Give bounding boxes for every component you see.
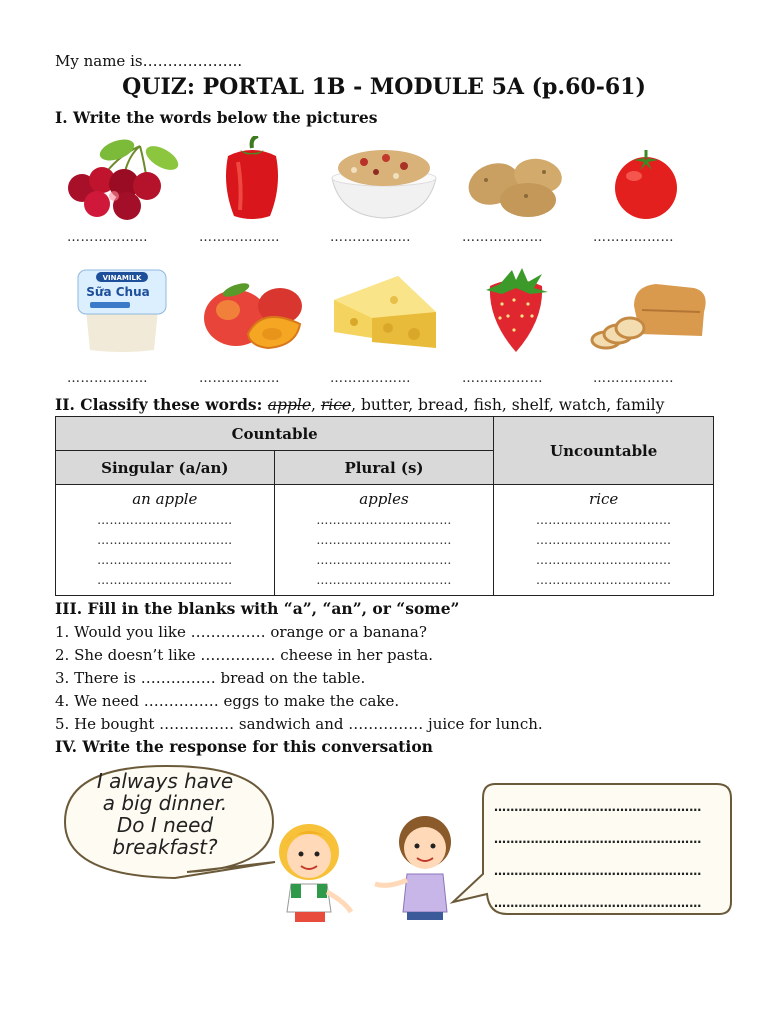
yogurt-brand: VINAMILK [102,274,142,282]
singular-column[interactable] [56,485,275,596]
uncountable-blank[interactable]: …………………………… [536,573,672,587]
uncountable-header: Uncountable [494,417,714,485]
section-4-heading: IV. Write the response for this conversation [55,737,433,756]
answer-blank-2[interactable]: ……………… [199,230,280,245]
response-blank-2[interactable]: …………………………………………… [494,832,702,846]
speech-text: I always have a big dinner. Do I need breakfast? [96,769,234,859]
section-2-heading: II. Classify these words: apple, rice, butter, bread, fish, shelf, watch, family [55,395,665,414]
section-2-prefix: II. Classify these words: [55,395,268,414]
red-pepper-icon [192,136,312,222]
struck-word-rice: rice [320,396,352,414]
tomato-icon [586,136,706,222]
strawberry-icon [456,266,576,352]
cherries-icon [62,136,182,222]
struck-word-apple: apple [267,396,311,414]
uncountable-blank[interactable]: …………………………… [536,553,672,567]
fill-line-3[interactable]: 3. There is …………… bread on the table. [55,669,366,687]
classify-table [55,416,714,596]
singular-blank[interactable]: …………………………… [97,553,233,567]
answer-blank-7[interactable]: ……………… [199,371,280,386]
example-plural: apples [359,490,409,508]
yogurt-icon [62,266,182,352]
cereal-bowl-icon [324,136,444,222]
fill-line-1[interactable]: 1. Would you like …………… orange or a banana? [55,623,427,641]
uncountable-column[interactable] [494,485,714,596]
response-blank-3[interactable]: …………………………………………… [494,864,702,878]
uncountable-blank[interactable]: …………………………… [536,533,672,547]
plural-blank[interactable]: …………………………… [316,573,452,587]
answer-blank-5[interactable]: ……………… [593,230,674,245]
section-3-heading: III. Fill in the blanks with “a”, “an”, or “some” [55,599,460,618]
word-list: , butter, bread, fish, shelf, watch, family [351,396,665,414]
plural-column[interactable] [274,485,494,596]
cheese-icon [324,266,444,352]
answer-blank-3[interactable]: ……………… [330,230,411,245]
plural-blank[interactable]: …………………………… [316,553,452,567]
answer-blank-4[interactable]: ……………… [462,230,543,245]
plural-blank[interactable]: …………………………… [316,533,452,547]
plural-header: Plural (s) [274,451,494,485]
singular-blank[interactable]: …………………………… [97,533,233,547]
answer-blank-8[interactable]: ……………… [330,371,411,386]
example-singular: an apple [132,490,198,508]
fill-line-4[interactable]: 4. We need …………… eggs to make the cake. [55,692,400,710]
peaches-icon [192,266,312,352]
countable-header: Countable [56,417,494,451]
page-title: QUIZ: PORTAL 1B - MODULE 5A (p.60-61) [122,74,646,100]
singular-blank[interactable]: …………………………… [97,573,233,587]
name-line: My name is……………….. [55,52,243,70]
answer-blank-1[interactable]: ……………… [67,230,148,245]
example-uncountable: rice [589,490,619,508]
response-blank-1[interactable]: …………………………………………… [494,800,702,814]
uncountable-blank[interactable]: …………………………… [536,513,672,527]
singular-blank[interactable]: …………………………… [97,513,233,527]
response-blank-4[interactable]: …………………………………………… [494,896,702,910]
section-1-heading: I. Write the words below the pictures [55,108,378,127]
bread-icon [586,266,706,352]
potatoes-icon [456,136,576,222]
boy-icon [375,816,451,920]
singular-header: Singular (a/an) [56,451,275,485]
answer-blank-10[interactable]: ……………… [593,371,674,386]
fill-line-2[interactable]: 2. She doesn’t like …………… cheese in her pasta. [55,646,434,664]
plural-blank[interactable]: …………………………… [316,513,452,527]
answer-blank-9[interactable]: ……………… [462,371,543,386]
yogurt-label: Sữa Chua [86,285,150,299]
answer-blank-6[interactable]: ……………… [67,371,148,386]
girl-icon [279,824,351,922]
fill-line-5[interactable]: 5. He bought …………… sandwich and …………… juice for lunch. [55,715,543,733]
